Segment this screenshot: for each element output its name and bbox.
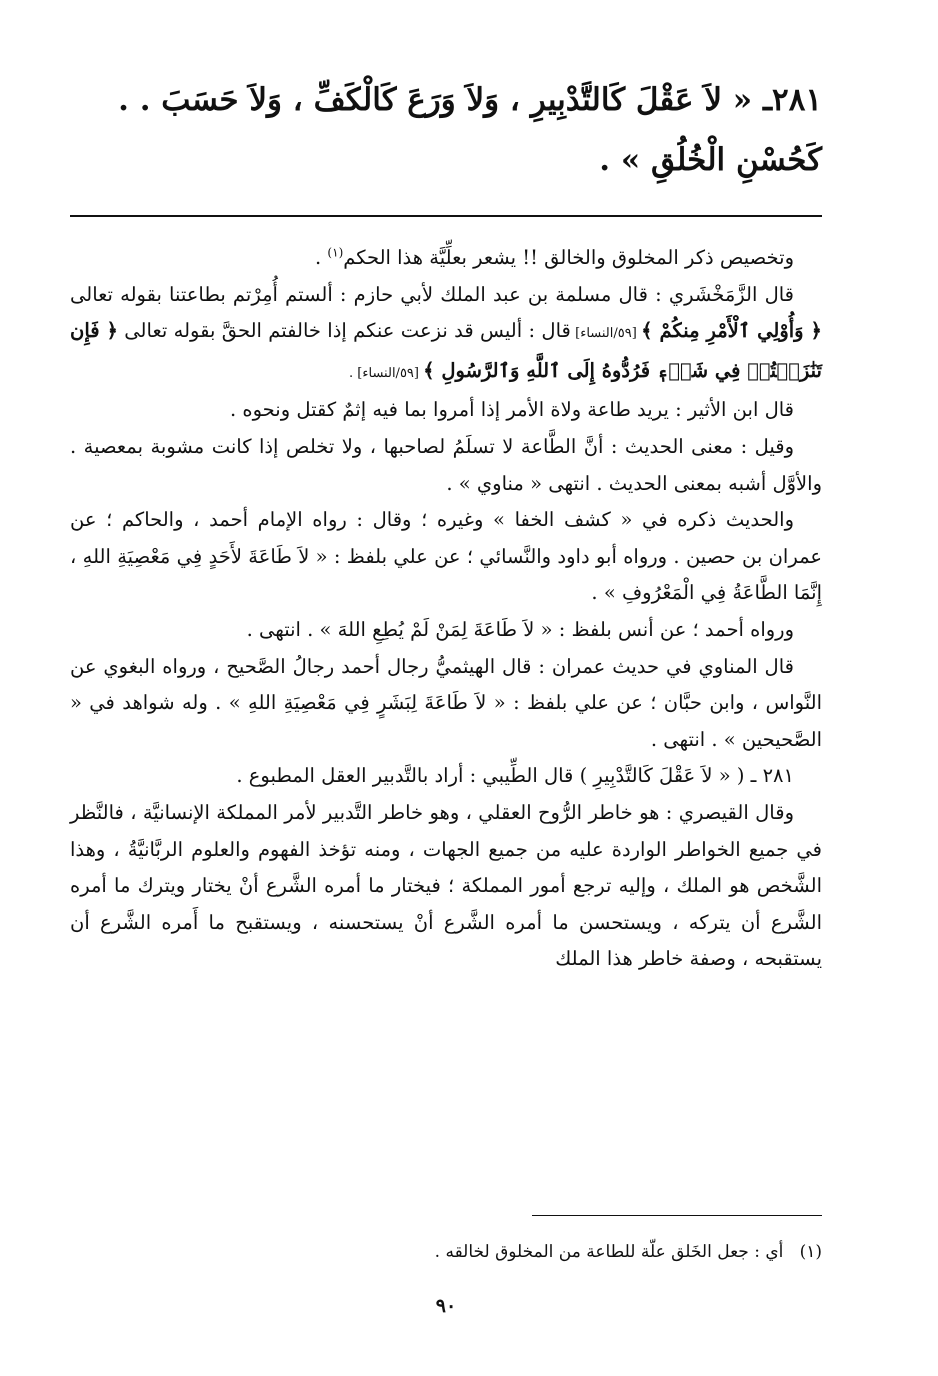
book-page (70, 70, 822, 1360)
commentary-paragraph: والحديث ذكره في « كشف الخفا » وغيره ؛ وقال : رواه الإمام أحمد ، والحاكم ؛ عن عمران بن حصين . ورواه أبو داود والنَّسائي ؛ عن علي بلفظ : « لاَ طَاعَةَ لأَحَدٍ فِي مَعْصِيَةِ اللهِ ، إِنَّمَا الطَّاعَةُ فِي الْمَعْرُوفِ » . (70, 508, 822, 605)
paragraph-text: وتخصيص ذكر المخلوق والخالق !! يشعر بعلِّيَّة هذا الحكم (343, 246, 794, 269)
page-number: ٩٠ (435, 1295, 457, 1317)
quran-verse: ﴿ وَأُوْلِي ٱلْأَمْرِ مِنكُمْ ﴾ (641, 319, 822, 343)
verse-reference: [٥٩/النساء] (570, 326, 642, 342)
commentary-paragraph: ورواه أحمد ؛ عن أنس بلفظ : « لاَ طَاعَةَ لِمَنْ لَمْ يُطِعِ اللهَ » . انتهى . (246, 617, 794, 641)
commentary-paragraph: قال المناوي في حديث عمران : قال الهيثميُّ رجال أحمد رجالُ الصَّحيح ، ورواه البغوي عن النَّواس ، وابن حبَّان ؛ عن علي بلفظ : « لاَ طَاعَةَ لِبَشَرٍ فِي مَعْصِيَةِ اللهِ » . وله شواهد في « الصَّحيحين » . انتهى . (70, 654, 822, 751)
paragraph-text: قال الزَّمَخْشَري : قال مسلمة بن عبد الملك لأبي حازم : ألستم أُمِرْتم بطاعتنا بقوله تعالى (70, 282, 794, 306)
commentary-paragraph (70, 240, 822, 277)
section-divider (70, 215, 822, 217)
footnote-marker: (١) (327, 245, 344, 260)
footnote-number: (١) (799, 1242, 822, 1262)
commentary-paragraph: ٢٨١ ـ ( « لاَ عَقْلَ كَالتَّدْبِيرِ ) قال الطِّيبي : أراد بالتَّدبير العقل المطبوع . (236, 764, 794, 788)
footnote (70, 1238, 822, 1266)
footnote-text: أي : جعل الخَلق علّة للطاعة من المخلوق لخالقه . (434, 1242, 784, 1262)
quran-verse: ﴿ فَإِن تَنَٰزَعۡتُمۡ فِي شَيۡءٖ فَرُدُّوهُ إِلَى ٱللَّهِ وَٱلرَّسُولِ ﴾ (70, 319, 822, 382)
paragraph-text: قال : أليس قد نزعت عنكم إذا خالفتم الحقَّ بقوله تعالى (117, 319, 571, 343)
commentary-paragraph: وقيل : معنى الحديث : أنَّ الطَّاعة لا تسلَمُ لصاحبها ، ولا تخلص إذا كانت مشوبة بمعصية . والأوَّل أشبه بمعنى الحديث . انتهى « مناوي » . (70, 434, 822, 495)
hadith-line: كَحُسْنِ الْخُلُقِ » . (599, 142, 822, 178)
footnote-divider (532, 1215, 822, 1216)
commentary-paragraph: وقال القيصري : هو خاطر الرُّوح العقلي ، وهو خاطر التَّدبير لأمر المملكة الإنسانيَّة ، فالنَّظر في جميع الخواطر الواردة عليه من جميع الجهات ، ومنه تؤخذ الفهوم والعلوم الربَّانيَّةُ ، وهذا الشَّخص هو الملك ، وإليه ترجع أمور المملكة ؛ فيختار ما أمره الشَّرع أنْ يختار ويترك ما أمره الشَّرع أن يتركه ، ويستحسن ما أمره الشَّرع أنْ يستحسنه ، ويستقبح ما أَمره الشَّرع أن يستقبحه ، وصفة خاطر هذا الملك (70, 800, 822, 971)
commentary (70, 240, 822, 978)
paragraph-end: . (315, 246, 328, 269)
verse-reference: [٥٩/النساء] . (349, 365, 424, 381)
commentary-paragraph (70, 277, 822, 393)
hadith-text (70, 70, 822, 190)
hadith-line: ٢٨١ـ « لاَ عَقْلَ كَالتَّدْبِيرِ ، وَلاَ وَرَعَ كَالْكَفِّ ، وَلاَ حَسَبَ . . (118, 82, 822, 118)
commentary-paragraph: قال ابن الأثير : يريد طاعة ولاة الأمر إذا أمروا بما فيه إثمٌ كقتل ونحوه . (230, 398, 794, 422)
